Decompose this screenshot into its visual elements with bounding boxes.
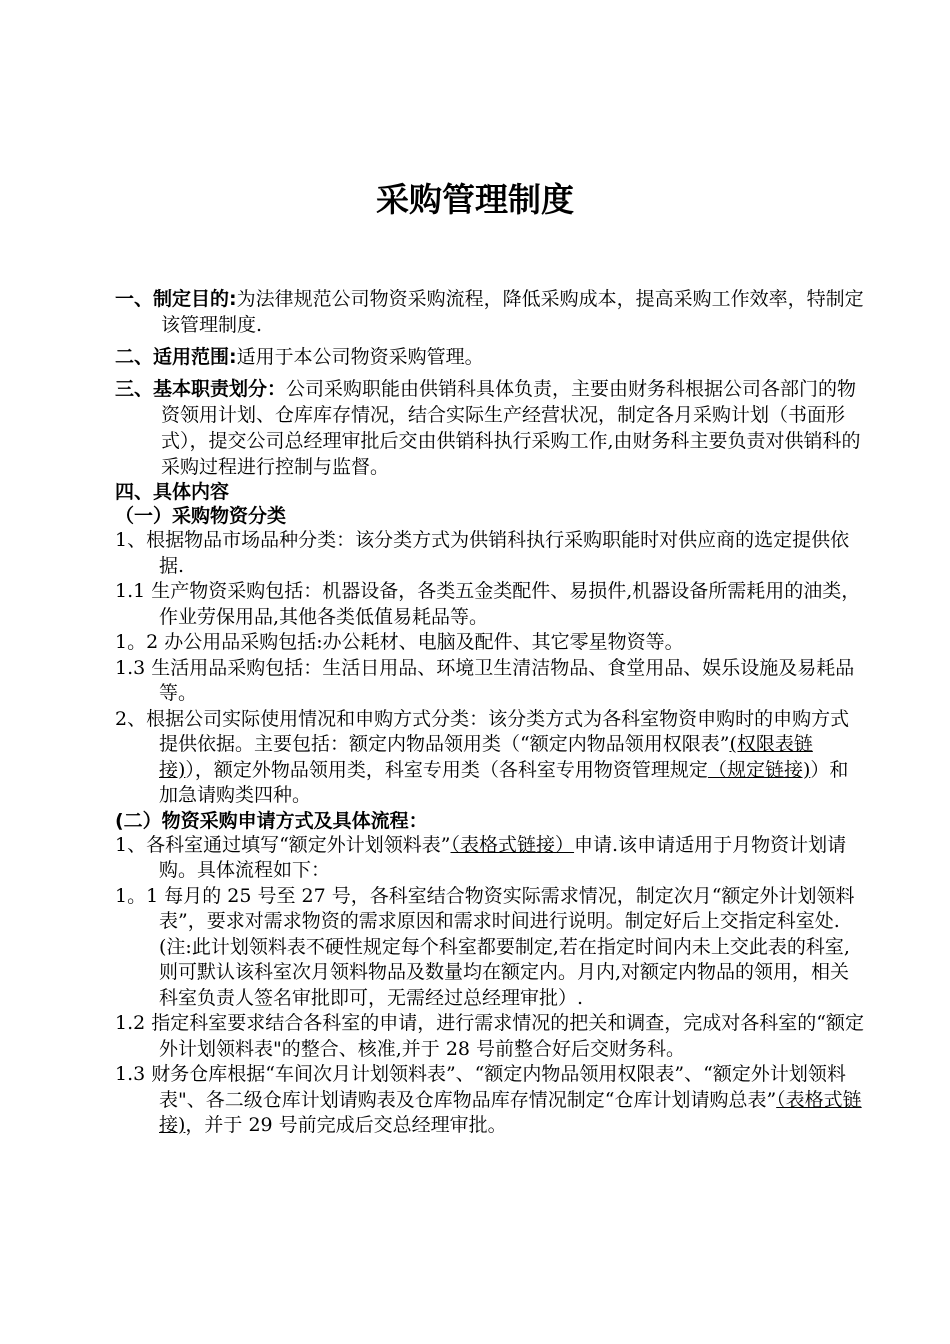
list-item: 1.2 指定科室要求结合各科室的申请，进行需求情况的把关和调查，完成对各科室的“额定外计划领料表"的整合、核准,并于 28 号前整合好后交财务科。 bbox=[115, 1012, 864, 1060]
list-item: 1。2 办公用品采购包括:办公耗材、电脑及配件、其它零星物资等。 bbox=[115, 631, 684, 653]
text-run: 1.3 财务仓库根据“车间次月计划领料表”、“额定内物品领用权限表”、“额定外计划领料表"、各二级仓库计划请购表及仓库物品库存情况制定“仓库计划请购总表” bbox=[115, 1063, 846, 1111]
section-scope bbox=[115, 344, 865, 370]
list-item bbox=[115, 833, 865, 884]
text-run: ，并于 29 号前完成后交总经理审批。 bbox=[185, 1114, 507, 1136]
permission-table-link[interactable]: (权限表链接) bbox=[159, 733, 813, 781]
form-link[interactable]: （表格式链接) bbox=[159, 1088, 862, 1136]
list-item: 1、根据物品市场品种分类：该分类方式为供销科执行采购职能时对供应商的选定提供依据. bbox=[115, 529, 850, 577]
text-run: 2、根据公司实际使用情况和申购方式分类：该分类方式为各科室物资申购时的申购方式提供依据。主要包括：额定内物品领用类（“额定内物品领用权限表” bbox=[115, 707, 850, 755]
section-text: 为法律规范公司物资采购流程，降低采购成本，提高采购工作效率，特制定该管理制度. bbox=[161, 288, 864, 336]
form-link[interactable]: （表格式链接） bbox=[450, 833, 575, 856]
subsection-heading: （一）采购物资分类 bbox=[115, 505, 287, 527]
document-body bbox=[115, 286, 865, 1139]
section-heading: 一、制定目的: bbox=[115, 288, 237, 310]
page-title: 采购管理制度 bbox=[376, 180, 574, 219]
section-heading: 二、适用范围: bbox=[115, 346, 237, 368]
section-text: 适用于本公司物资采购管理。 bbox=[236, 346, 484, 368]
section-duties bbox=[115, 376, 865, 480]
rules-link[interactable]: （规定链接) bbox=[707, 758, 811, 781]
section-purpose bbox=[115, 286, 865, 338]
text-run: ），额定外物品领用类，科室专用类（各科室专用物资管理规定 bbox=[185, 758, 708, 781]
text-run: ）和加急请购类四种。 bbox=[159, 758, 849, 806]
list-item: 1.3 生活用品采购包括：生活日用品、环境卫生清洁物品、食堂用品、娱乐设施及易耗品等。 bbox=[115, 656, 855, 704]
list-item: 1。1 每月的 25 号至 27 号，各科室结合物资实际需求情况，制定次月“额定外计划领料表”，要求对需求物资的需求原因和需求时间进行说明。制定好后上交指定科室处.(注:此计划领料表不硬性规定每个科室都要制定,若在指定时间内未上交此表的科室,则可默认该科室次月领料物品及数量均在额定内。月内,对额定内物品的领用，相关科室负责人签名审批即可，无需经过总经理审批）. bbox=[115, 884, 855, 1009]
list-item: 1.1 生产物资采购包括：机器设备，各类五金类配件、易损件,机器设备所需耗用的油类，作业劳保用品,其他各类低值易耗品等。 bbox=[115, 580, 861, 628]
subsection-heading: (二）物资采购申请方式及具体流程： bbox=[115, 809, 428, 832]
list-item bbox=[115, 707, 865, 809]
text-run: 申请.该申请适用于月物资计划请购。具体流程如下： bbox=[159, 833, 847, 881]
section-heading-content: 四、具体内容 bbox=[115, 481, 230, 503]
text-run: 1、各科室通过填写“额定外计划领料表” bbox=[115, 833, 451, 856]
section-text: 公司采购职能由供销科具体负责，主要由财务科根据公司各部门的物资领用计划、仓库库存情况，结合实际生产经营状况，制定各月采购计划（书面形式），提交公司总经理审批后交由供销科执行采购工作,由财务科主要负责对供销科的采购过程进行控制与监督。 bbox=[161, 378, 861, 478]
list-item bbox=[115, 1062, 865, 1139]
section-heading: 三、基本职责划分： bbox=[115, 378, 287, 400]
